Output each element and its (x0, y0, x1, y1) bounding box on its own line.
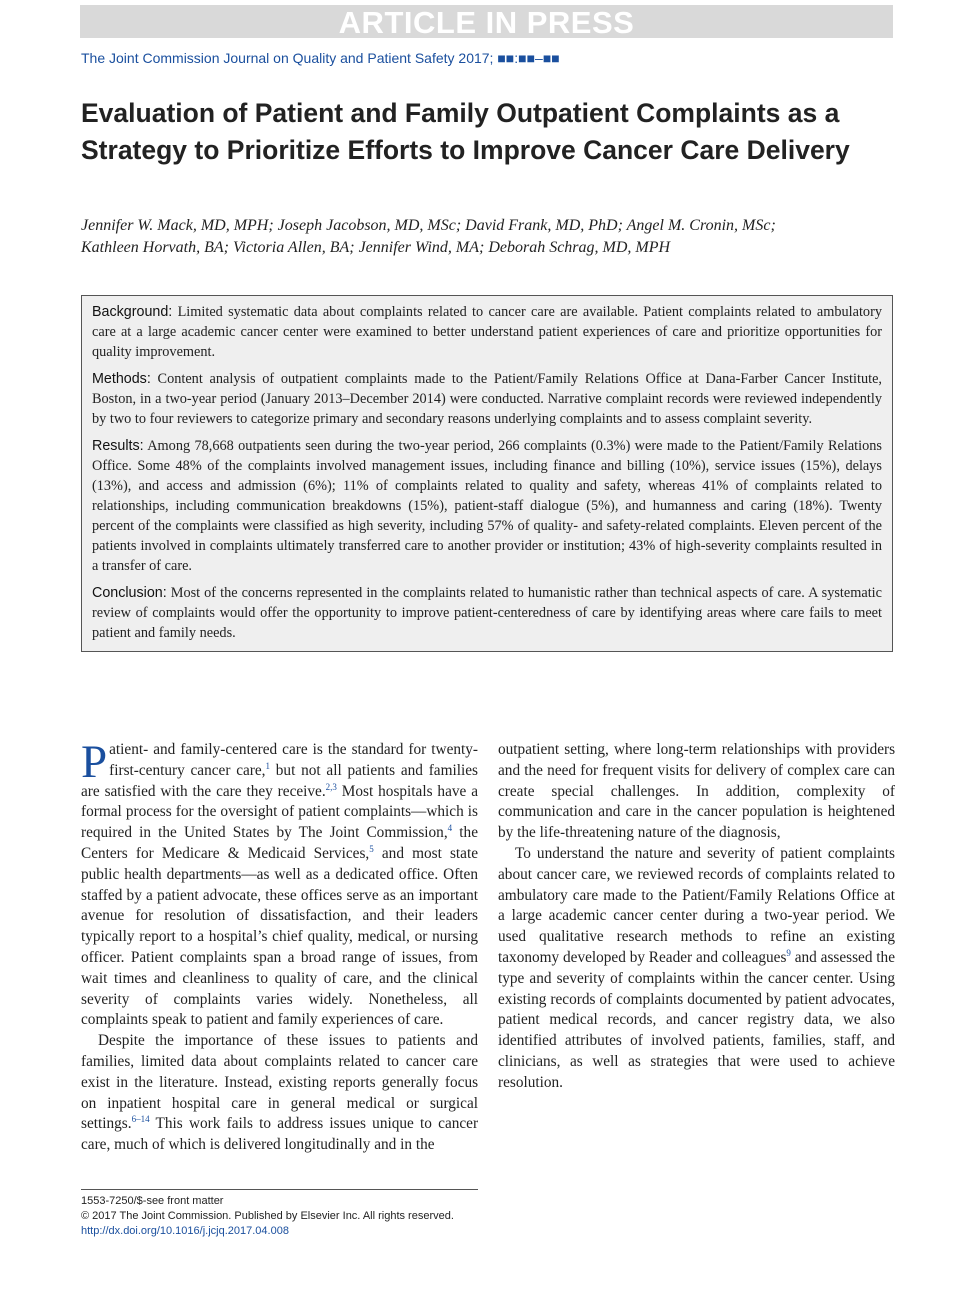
reference-link[interactable]: 1 (265, 760, 270, 771)
doi-link[interactable]: http://dx.doi.org/10.1016/j.jcjq.2017.04.008 (81, 1225, 289, 1237)
body-paragraph-2-continued: outpatient setting, where long-term relationships with providers and the need for frequent visits for delivery of complex care can create special challenges. In addition, complexity of communication and care in the cancer population is heightened by the life-threatening nature of the diagnosis, (498, 741, 896, 842)
issn-line: 1553-7250/$-see front matter (81, 1195, 224, 1207)
background-label: Background: (92, 304, 173, 320)
reference-link[interactable]: 2,3 (325, 781, 337, 792)
abstract-box (81, 295, 893, 652)
background-text: Limited systematic data about complaints related to cancer care are available. Patient complaints related to ambulatory care at a large academic cancer center were examined to better understand patient experiences of care and prioritize opportunities for quality improvement. (92, 304, 882, 360)
methods-text: Content analysis of outpatient complaints made to the Patient/Family Relations Office at Dana-Farber Cancer Institute, Boston, in a two-year period (January 2013–December 2014) were conducted. Narrative complaint records were reviewed independently by two to four reviewers to categorize primary and secondary reasons underlying complaints and to assess complaint severity. (92, 371, 883, 427)
methods-label: Methods: (92, 371, 151, 387)
abstract-methods (92, 369, 882, 429)
body-column-left (81, 736, 479, 1156)
author-list (81, 215, 891, 259)
footnotes (81, 1194, 481, 1239)
body-paragraph-2: Despite the importance of these issues to patients and families, limited data about complaints related to cancer care exist in the literature. Instead, existing reports generally focus on inpatient hospital care in general medical or surgical settings.$^{6-14}$ This work fails to address issues unique to cancer care, much of which is delivered longitudinally and in the (81, 1032, 479, 1154)
reference-link[interactable]: 4 (447, 823, 453, 834)
body-text: Most hospitals have a formal process for the oversight of patient complaints—which is required in the United States by The Joint Commission, (81, 782, 478, 842)
results-label: Results: (92, 438, 144, 454)
abstract-conclusion (92, 583, 882, 643)
body-text: To understand the nature and severity of patient complaints about cancer care, we reviewed records of complaints related to ambulatory care made to the Patient/Family Relations Office at a large academic cancer center during a two-year period. We used qualitative research methods to refine an existing taxonomy developed by Reader and colleagues (498, 844, 895, 966)
reference-link[interactable]: 6–14 (131, 1114, 150, 1125)
body-column-right (498, 740, 895, 1094)
article-title: Evaluation of Patient and Family Outpatient Complaints as a Strategy to Prioritize Efforts to Improve Cancer Care Delivery (81, 98, 850, 165)
body-paragraph-1 (81, 736, 479, 1031)
body-text: and assessed the type and severity of complaints within the cancer center. Using existing records of complaints documented by patient advocates, patient medical records, and cancer registry data, we also identified attributes of involved patients, families, staff, and clinicians, as well as strategies that were used to achieve resolution. (498, 948, 895, 1091)
body-paragraph-3 (498, 844, 895, 1094)
copyright-line: © 2017 The Joint Commission. Published by Elsevier Inc. All rights reserved. (81, 1210, 454, 1222)
reference-link[interactable]: 9 (786, 947, 791, 958)
footnote-divider (81, 1189, 478, 1190)
journal-citation[interactable]: The Joint Commission Journal on Quality and Patient Safety 2017; ■■:■■–■■ (81, 50, 560, 66)
results-text: Among 78,668 outpatients seen during the two-year period, 266 complaints (0.3%) were made to the Patient/Family Relations Office. Some 48% of the complaints involved management issues, including finance and billing (10%), service issues (15%), delays (13%), and access and admission (6%); 11% of complaints related to quality and safety, whereas 41% of complaints related to relationships, including communication breakdowns (15%), patient-staff dialogue (5%), and humanness and caring (18%). Twenty percent of the complaints were classified as high severity, including 57% of quality- and safety-related complaints. Eleven percent of the patients involved in complaints ultimately transferred care to another provider or institution; 43% of high-severity complaints resulted in a transfer of care. (92, 438, 882, 574)
article-in-press-banner: ARTICLE IN PRESS (80, 5, 893, 38)
conclusion-text: Most of the concerns represented in the complaints related to humanistic rather than technical aspects of care. A systematic review of complaints would offer the opportunity to improve patient-centeredness of care by identifying areas where care fails to meet patient and family needs. (92, 585, 882, 641)
body-text: the Centers for Medicare & Medicaid Services, (81, 824, 478, 862)
author-line-2: Kathleen Horvath, BA; Victoria Allen, BA; Jennifer Wind, MA; Deborah Schrag, MD, MPH (81, 239, 671, 256)
reference-link[interactable]: 5 (369, 843, 374, 854)
conclusion-label: Conclusion: (92, 585, 167, 601)
abstract-results (92, 436, 882, 576)
body-text: atient- and family-centered care is the standard for twenty-first-century cancer care, (109, 741, 478, 779)
body-text: but not all patients and families are satisfied with the care they receive. (81, 761, 478, 800)
drop-cap: P (81, 736, 108, 788)
author-line-1: Jennifer W. Mack, MD, MPH; Joseph Jacobson, MD, MSc; David Frank, MD, PhD; Angel M. Cronin, MSc; (81, 217, 776, 234)
body-text: and most state public health departments—as well as a dedicated office. Often staffed by a patient advocate, these offices serve as an important avenue for resolution of dissatisfaction, and their leaders typically report to a hospital’s chief quality, medical, or nursing officer. Patient complaints span a broad range of issues, from wait times and cleanliness to quality of care, and the clinical severity of complaints varies widely. Nonetheless, all complaints speak to patient and family experiences of care. (81, 844, 479, 1029)
abstract-background (92, 302, 882, 362)
